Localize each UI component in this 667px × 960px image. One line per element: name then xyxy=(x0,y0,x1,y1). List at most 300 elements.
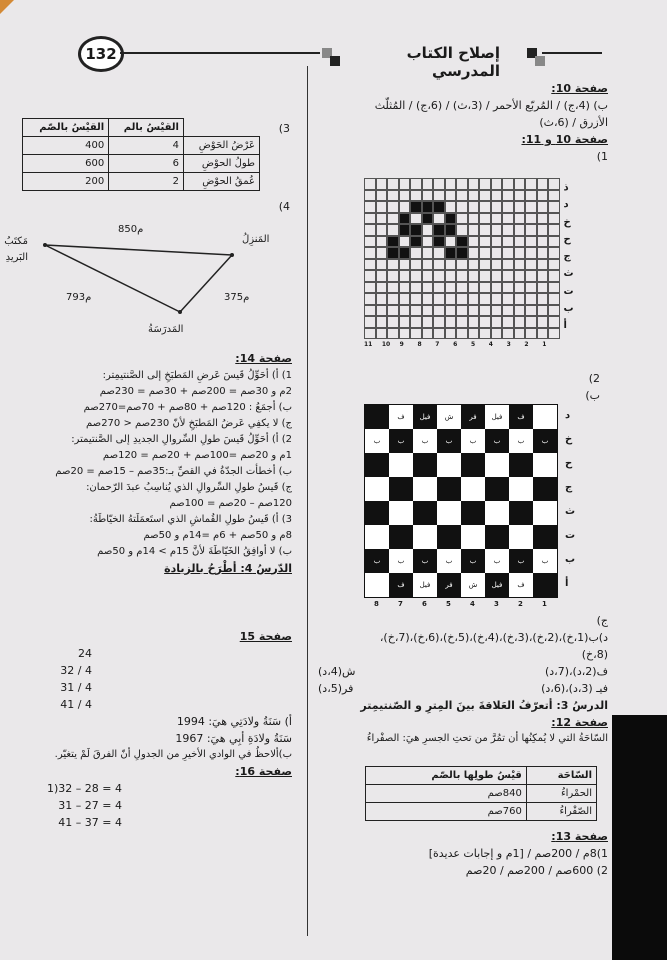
grid-cell xyxy=(525,247,537,259)
table-cell: 6 xyxy=(109,155,184,173)
piece-label: ف xyxy=(517,413,525,421)
grid-cell xyxy=(548,316,560,328)
piece-label: ب xyxy=(541,557,549,565)
table-cell: الحمْراءُ xyxy=(526,785,596,803)
answer-line: أ) سَنَةُ ولادَتِي هيَ: 1994 xyxy=(176,715,292,729)
grid-cell xyxy=(537,282,549,294)
board-row-label: ج xyxy=(565,482,573,493)
grid-cell xyxy=(491,213,503,225)
grid-cell xyxy=(456,236,468,248)
grid-cell xyxy=(364,201,376,213)
piece-label: ب xyxy=(421,557,429,565)
grid-cell xyxy=(456,201,468,213)
table-cell: عُمقُ الحوْضِ xyxy=(183,173,259,191)
board-square xyxy=(437,549,461,573)
grid-cell xyxy=(525,236,537,248)
grid-cell xyxy=(399,316,411,328)
column-divider xyxy=(307,66,308,936)
answer-row xyxy=(318,663,608,680)
grid-cell xyxy=(456,224,468,236)
grid-cell xyxy=(537,178,549,190)
grid-cell xyxy=(456,178,468,190)
board-square xyxy=(509,405,533,429)
grid-cell xyxy=(433,224,445,236)
grid-cell xyxy=(468,178,480,190)
grid-cell xyxy=(445,282,457,294)
grid-cell xyxy=(468,213,480,225)
grid-cell xyxy=(537,224,549,236)
grid-cell xyxy=(387,236,399,248)
grid-cell xyxy=(364,270,376,282)
grid-cell xyxy=(376,236,388,248)
grid-cell xyxy=(548,247,560,259)
board-square xyxy=(389,573,413,597)
grid-cell xyxy=(376,247,388,259)
piece-label: ب xyxy=(445,437,453,445)
grid-cell xyxy=(422,328,434,340)
vertex-dot xyxy=(230,253,234,257)
answer-line: 24 xyxy=(78,647,92,661)
grid-cell xyxy=(410,270,422,282)
piece-label: ب xyxy=(517,557,525,565)
grid-cell xyxy=(525,270,537,282)
grid-cell xyxy=(433,178,445,190)
board-square xyxy=(461,573,485,597)
grid-cell xyxy=(445,178,457,190)
distance-label: 850م xyxy=(118,224,144,235)
board-row-label: د xyxy=(565,410,571,421)
grid-cell xyxy=(514,328,526,340)
answer-line: ج) قَيسُ طولِ السِّروالِ الذي يُناسِبُ عبدَ الرّحمان: xyxy=(86,481,292,493)
distance-label: 793م xyxy=(66,292,92,303)
piece-label: فر xyxy=(445,581,453,589)
bridge-table xyxy=(365,766,597,821)
grid-cell xyxy=(525,293,537,305)
grid-cell xyxy=(376,259,388,271)
section-heading: صفحة 15 xyxy=(239,630,292,643)
grid-cell xyxy=(399,236,411,248)
grid-cell xyxy=(387,213,399,225)
grid-cell xyxy=(548,270,560,282)
grid-row-label: ح xyxy=(563,233,571,245)
grid-cell xyxy=(479,316,491,328)
grid-cell xyxy=(548,224,560,236)
grid-cell xyxy=(399,259,411,271)
grid-cell xyxy=(410,213,422,225)
piece-label: ب xyxy=(373,437,381,445)
piece-label: ب xyxy=(469,437,477,445)
table-header: القيْسُ بالم xyxy=(109,119,184,137)
grid-cell xyxy=(399,293,411,305)
grid-cell xyxy=(514,282,526,294)
board-square xyxy=(365,549,389,573)
grid-cell xyxy=(468,305,480,317)
grid-cell xyxy=(525,282,537,294)
grid-cell xyxy=(548,259,560,271)
board-square xyxy=(413,477,437,501)
shape-grid xyxy=(362,176,592,366)
board-square xyxy=(485,429,509,453)
grid-cell xyxy=(445,247,457,259)
grid-cell xyxy=(491,178,503,190)
answer-line: فيـ (3،د)،(6،د) xyxy=(541,682,608,696)
grid-cell xyxy=(410,201,422,213)
grid-cell xyxy=(502,316,514,328)
grid-cell xyxy=(468,293,480,305)
grid-cell xyxy=(445,328,457,340)
answer-line: ج) لا يكفِي عَرضُ المَطبَخِ لأنّ 230صم < 270صم xyxy=(86,417,292,429)
grid-cell xyxy=(445,190,457,202)
board-square xyxy=(365,525,389,549)
grid-cell xyxy=(387,259,399,271)
board-square xyxy=(389,453,413,477)
item-number: ب) xyxy=(585,389,600,402)
section-heading: صفحة 14: xyxy=(235,352,292,365)
answer-line: ش(4،د) xyxy=(318,665,356,679)
piece-label: ب xyxy=(445,557,453,565)
item-number: 4) xyxy=(278,200,290,213)
piece-label: ف xyxy=(397,581,405,589)
distance-label: 375م xyxy=(224,292,250,303)
grid-cell xyxy=(445,201,457,213)
board-square xyxy=(389,525,413,549)
piece-label: ب xyxy=(469,557,477,565)
grid-cell xyxy=(433,201,445,213)
grid-cell xyxy=(364,293,376,305)
grid-cell xyxy=(364,213,376,225)
answer-line: 4 / 41 xyxy=(60,698,92,712)
right-column-top xyxy=(318,80,608,165)
board-square xyxy=(461,429,485,453)
left-column-page14 xyxy=(30,350,292,577)
answer-line: 8م و 50صم + 6م =14م و 50صم xyxy=(143,529,292,541)
grid-cell xyxy=(445,213,457,225)
grid-cell xyxy=(433,270,445,282)
grid-cell xyxy=(502,236,514,248)
grid-cell xyxy=(514,270,526,282)
grid-cell xyxy=(387,305,399,317)
place-label: مَكتَبُ البَريدِ xyxy=(4,236,28,263)
board-square xyxy=(485,405,509,429)
answer-line: ب) أخطأت الجدّةُ في القصِّ بـ:35صم – 15صم = 20صم xyxy=(55,465,292,477)
grid-cell xyxy=(502,224,514,236)
table-header: القيْسُ بالصّم xyxy=(23,119,109,137)
board-col-label: 1 xyxy=(542,600,547,608)
grid-row-label: خ xyxy=(563,216,571,228)
grid-cell xyxy=(399,270,411,282)
grid-cell xyxy=(433,247,445,259)
board-square xyxy=(485,501,509,525)
grid-cell xyxy=(433,236,445,248)
section-heading: صفحة 16: xyxy=(235,765,292,779)
answer-line: 3) أ) قَيسُ طولِ القُماشِ الذي استَعمَلَتهُ الخيّاطَةُ: xyxy=(89,513,292,525)
grid-cell xyxy=(410,224,422,236)
page-title: إصلاح الكتاب المدرسي xyxy=(406,44,500,80)
table-header-row xyxy=(23,119,260,137)
triangle-side xyxy=(45,245,232,255)
board-row-label: ب xyxy=(565,554,576,565)
table-cell: 2 xyxy=(109,173,184,191)
grid-cell xyxy=(376,178,388,190)
piece-label: فيل xyxy=(491,581,503,589)
board-square xyxy=(533,573,557,597)
board-square xyxy=(485,549,509,573)
board-row-label: ت xyxy=(565,530,576,541)
grid-cell xyxy=(387,270,399,282)
board-col-label: 6 xyxy=(422,600,427,608)
grid-cell xyxy=(502,328,514,340)
grid-cell xyxy=(456,247,468,259)
answer-line: الأزرق / (6،ث) xyxy=(539,116,608,130)
grid-cell xyxy=(376,224,388,236)
grid-cell xyxy=(537,293,549,305)
grid-cell xyxy=(514,305,526,317)
board-square xyxy=(461,501,485,525)
grid-cell xyxy=(468,201,480,213)
grid-cell xyxy=(525,224,537,236)
board-square xyxy=(533,525,557,549)
grid-cell xyxy=(514,316,526,328)
grid-cell xyxy=(514,293,526,305)
grid-col-label: 8 xyxy=(417,341,422,348)
grid-cell xyxy=(422,201,434,213)
grid-cell xyxy=(502,305,514,317)
board-square xyxy=(389,477,413,501)
section-heading: صفحة 10: xyxy=(551,82,608,95)
grid-cell xyxy=(548,236,560,248)
table-cell: عَرْضُ الحَوْضِ xyxy=(183,137,259,155)
distance-triangle xyxy=(0,210,300,340)
grid-cell xyxy=(376,213,388,225)
grid-cell xyxy=(456,316,468,328)
table-corner xyxy=(183,119,259,137)
grid-cell xyxy=(456,305,468,317)
board-square xyxy=(389,549,413,573)
grid-cell xyxy=(491,190,503,202)
grid-cell xyxy=(479,190,491,202)
answer-line: 4 = 37 – 41 xyxy=(58,816,122,830)
grid-cell xyxy=(537,270,549,282)
grid-cell xyxy=(468,247,480,259)
grid-cell xyxy=(422,224,434,236)
grid-cell xyxy=(525,328,537,340)
chess-board xyxy=(364,404,576,608)
grid-cell xyxy=(548,178,560,190)
grid-cell xyxy=(491,224,503,236)
table-row xyxy=(366,803,597,821)
board-square xyxy=(485,453,509,477)
grid-cell xyxy=(514,259,526,271)
grid-cell xyxy=(537,213,549,225)
answer-line: 2) 600صم / 200صم / 20صم xyxy=(465,864,608,878)
answer-line: 1) أ) أحَوِّلُ قَيسَ عَرضِ المَطبَخِ إلى الصَّنتيمِتر: xyxy=(102,369,292,381)
grid-cell xyxy=(479,259,491,271)
piece-label: ف xyxy=(397,413,405,421)
grid-cell xyxy=(433,213,445,225)
grid-cell xyxy=(537,316,549,328)
board-square xyxy=(485,525,509,549)
grid-cell xyxy=(387,201,399,213)
board-square xyxy=(485,477,509,501)
grid-cell xyxy=(364,316,376,328)
board-square xyxy=(509,477,533,501)
grid-cell xyxy=(445,316,457,328)
page-edge-shadow xyxy=(612,715,667,960)
grid-row-label: ج xyxy=(563,251,571,262)
grid-cell xyxy=(479,236,491,248)
header-rule xyxy=(120,52,320,54)
grid-cell xyxy=(445,259,457,271)
grid-col-label: 7 xyxy=(435,341,440,348)
table-cell: 200 xyxy=(23,173,109,191)
vertex-dot xyxy=(43,243,47,247)
grid-cell xyxy=(410,305,422,317)
board-square xyxy=(437,525,461,549)
board-col-label: 5 xyxy=(446,600,451,608)
table-row xyxy=(366,785,597,803)
grid-row-label: ذ xyxy=(563,182,569,193)
board-row-label: خ xyxy=(565,434,573,445)
board-row-label: أ xyxy=(565,578,569,589)
grid-col-label: 9 xyxy=(399,341,404,348)
answer-line: 4 = 28 – 32(1 xyxy=(46,782,122,796)
grid-cell xyxy=(468,236,480,248)
grid-cell xyxy=(433,305,445,317)
grid-cell xyxy=(376,270,388,282)
grid-cell xyxy=(514,178,526,190)
section-heading: صفحة 10 و 11: xyxy=(521,133,608,147)
grid-cell xyxy=(468,259,480,271)
answer-row xyxy=(318,680,608,697)
grid-cell xyxy=(468,328,480,340)
grid-cell xyxy=(525,316,537,328)
grid-cell xyxy=(399,305,411,317)
grid-cell xyxy=(422,236,434,248)
grid-cell xyxy=(399,201,411,213)
grid-cell xyxy=(491,201,503,213)
board-square xyxy=(509,429,533,453)
table-cell: 4 xyxy=(109,137,184,155)
grid-cell xyxy=(387,178,399,190)
table-cell: 840صم xyxy=(366,785,527,803)
grid-cell xyxy=(433,282,445,294)
piece-label: ش xyxy=(444,413,454,421)
board-col-label: 4 xyxy=(470,600,475,608)
item-number: 1) xyxy=(596,150,608,164)
answer-line: (8،خ) xyxy=(581,648,608,662)
grid-cell xyxy=(479,328,491,340)
answer-line: 1)8م / 200صم / [1م و إجابات عديدة] xyxy=(428,847,608,861)
board-square xyxy=(485,573,509,597)
grid-cell xyxy=(502,201,514,213)
grid-cell xyxy=(445,224,457,236)
grid-cell xyxy=(364,305,376,317)
grid-cell xyxy=(410,190,422,202)
board-square xyxy=(413,501,437,525)
grid-cell xyxy=(514,213,526,225)
grid-cell xyxy=(376,201,388,213)
grid-cell xyxy=(468,190,480,202)
piece-label: ف xyxy=(517,581,525,589)
board-col-label: 3 xyxy=(494,600,499,608)
answer-line: ف(2،د)،(7،د) xyxy=(544,665,608,679)
board-square xyxy=(365,477,389,501)
answer-line: ب) لا أوافِقُ الخَيّاطَةَ لأنَّ 15م > 14م و 50صم xyxy=(97,545,292,557)
board-square xyxy=(461,405,485,429)
grid-cell xyxy=(376,293,388,305)
section-heading: صفحة 12: xyxy=(551,716,608,730)
grid-cell xyxy=(491,282,503,294)
grid-row-label: ت xyxy=(563,285,574,297)
grid-cell xyxy=(445,293,457,305)
board-square xyxy=(461,549,485,573)
board-square xyxy=(413,405,437,429)
piece-label: ب xyxy=(373,557,381,565)
grid-cell xyxy=(479,201,491,213)
grid-cell xyxy=(479,282,491,294)
grid-cell xyxy=(433,259,445,271)
grid-cell xyxy=(537,259,549,271)
grid-cell xyxy=(548,190,560,202)
grid-cell xyxy=(387,247,399,259)
piece-label: فر xyxy=(469,413,477,421)
grid-cell xyxy=(456,282,468,294)
grid-cell xyxy=(410,282,422,294)
grid-cell xyxy=(548,201,560,213)
pool-table xyxy=(22,118,260,191)
item-number: 3) xyxy=(278,122,290,135)
grid-cell xyxy=(410,236,422,248)
page-number: 132 xyxy=(85,45,117,63)
vertex-dot xyxy=(178,310,182,314)
board-square xyxy=(365,573,389,597)
board-col-label: 7 xyxy=(398,600,403,608)
board-square xyxy=(533,453,557,477)
table-header: قيْسُ طولِها بالصّم xyxy=(366,767,527,785)
header-square-icon xyxy=(330,56,340,66)
item-number: 2) xyxy=(588,372,600,385)
grid-cell xyxy=(364,328,376,340)
table-row xyxy=(23,155,260,173)
grid-cell xyxy=(387,293,399,305)
board-square xyxy=(413,453,437,477)
grid-cell xyxy=(468,224,480,236)
board-square xyxy=(365,453,389,477)
item-number: ج) xyxy=(596,614,608,627)
table-header-row xyxy=(366,767,597,785)
grid-cell xyxy=(410,247,422,259)
grid-cell xyxy=(491,305,503,317)
grid-cell xyxy=(525,305,537,317)
grid-cell xyxy=(525,213,537,225)
grid-cell xyxy=(387,224,399,236)
answer-line: ب) (4،ج) / المُربّع الأحمر / (3،ث) / (6،ج) / المُثلّث xyxy=(374,99,608,113)
grid-col-label: 6 xyxy=(453,341,458,348)
grid-cell xyxy=(537,328,549,340)
grid-row-label: ب xyxy=(563,302,574,314)
board-square xyxy=(365,429,389,453)
right-column-answers xyxy=(318,612,608,747)
answer-line: 2) أ) أحَوِّلُ قَيسَ طولِ السِّروالِ الجديدِ إلى الصَّنتيمتر: xyxy=(71,433,292,445)
grid-cell xyxy=(525,178,537,190)
table-cell: الصّفْراءُ xyxy=(526,803,596,821)
board-square xyxy=(509,573,533,597)
grid-cell xyxy=(387,190,399,202)
grid-cell xyxy=(468,282,480,294)
grid-cell xyxy=(376,328,388,340)
grid-row-label: أ xyxy=(563,320,567,331)
grid-cell xyxy=(433,328,445,340)
